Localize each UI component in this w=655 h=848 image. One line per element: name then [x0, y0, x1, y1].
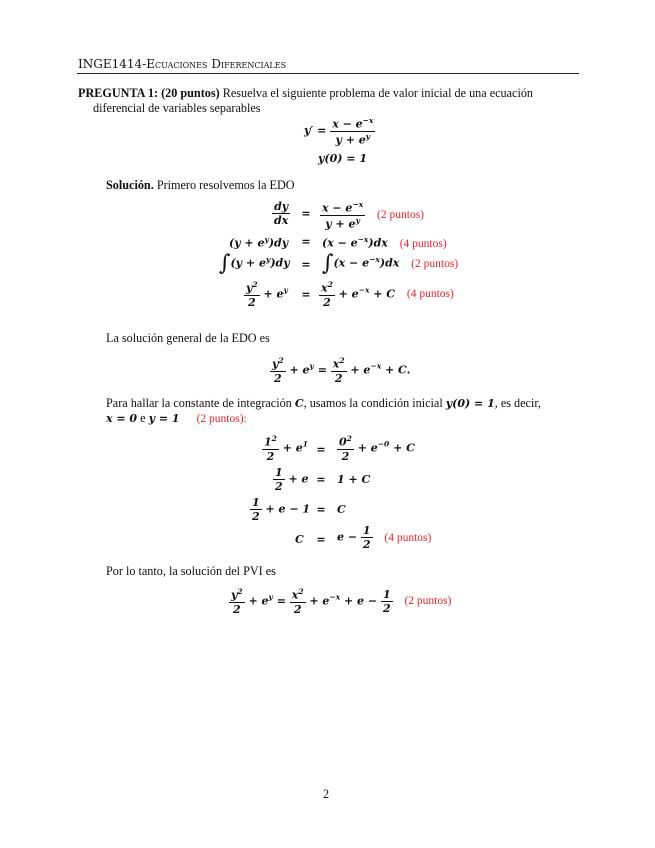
ode-denominator: y + e: [335, 133, 366, 147]
cstep4-points: (4 puntos): [384, 531, 432, 544]
step2-points: (4 puntos): [399, 237, 447, 250]
question-text-1: Resuelva el siguiente problema de valor inicial de una ecuación: [222, 86, 534, 100]
step4-lhs: $\frac{y^2}{2}$ + $e^y$: [246, 280, 288, 309]
general-solution-text: La solución general de la EDO es: [106, 331, 270, 345]
ode-equation: y′ = $\frac{x - e^{-x}}{y + e^y}$: [304, 116, 374, 147]
ode-numerator: x − e: [332, 117, 363, 131]
pvi-solution: $\frac{y^2}{2}$ + $e^y$ = $\frac{x^2}{2}$ + $e^{-x} + e$ − $\frac{1}{2}$ (2 puntos): [231, 587, 452, 616]
cstep1-lhs: $\frac{1^2}{2}$ + $e^1$: [264, 434, 308, 463]
step1-points: (2 puntos): [377, 209, 425, 222]
cstep3-rhs: C: [337, 503, 346, 516]
constant-paragraph-2: x = 0 e y = 1 (2 puntos):: [106, 411, 247, 425]
step3-points: (2 puntos): [411, 257, 459, 270]
course-name: Ecuaciones Diferenciales: [146, 57, 287, 71]
general-solution: $\frac{y^2}{2}$ + $e^y$ = $\frac{x^2}{2}$ + $e^{-x} + C$.: [272, 356, 411, 385]
question-statement: [78, 86, 580, 101]
step4-rhs: $\frac{x^2}{2}$ + $e^{-x} + C$ (4 puntos): [321, 280, 454, 309]
cstep1-rhs: $\frac{0^2}{2}$ + $e^{-0} + C$: [339, 434, 415, 463]
constant-points: (2 puntos):: [196, 413, 247, 425]
step3-lhs: $\int(y + e^y)dy$: [219, 251, 290, 276]
constant-paragraph: Para hallar la constante de integración C, usamos la condición inicial y(0) = 1, es decir,: [106, 396, 541, 410]
cstep4-lhs: C: [295, 533, 304, 546]
step4-points: (4 puntos): [406, 288, 454, 301]
cstep3-lhs: $\frac{1}{2}$ + e − 1: [252, 496, 311, 523]
question-text-2: diferencial de variables separables: [93, 101, 261, 115]
solution-label: Solución.: [106, 178, 154, 192]
initial-condition: y(0) = 1: [318, 152, 367, 165]
cstep4-rhs: e − $\frac{1}{2}$ (4 puntos): [337, 524, 432, 551]
header-rule: [77, 73, 579, 74]
step2-rhs: $(x - e^{-x})dx$ (4 puntos): [322, 235, 447, 250]
ode-lhs: y′ =: [304, 124, 327, 138]
page-number: 2: [323, 787, 330, 801]
step3-rhs: $\int(x - e^{-x})dx$ (2 puntos): [322, 251, 459, 276]
course-code: INGE1414-: [78, 57, 147, 71]
step2-lhs: $(y + e^y)dy$: [229, 235, 289, 250]
question-label: PREGUNTA 1:: [78, 86, 159, 100]
step1-rhs: $\frac{x - e^{-x}}{y + e^y}$ (2 puntos): [322, 200, 425, 231]
question-points: (20 puntos): [161, 86, 220, 100]
cstep2-rhs: 1 + C: [337, 473, 371, 486]
pvi-text: Por lo tanto, la solución del PVI es: [106, 564, 276, 578]
step1-lhs: $\frac{dy}{dx}$: [274, 200, 289, 227]
solution-intro: Solución. Primero resolvemos la EDO: [106, 178, 295, 192]
final-points: (2 puntos): [404, 595, 452, 608]
running-header: [78, 57, 286, 71]
cstep2-lhs: $\frac{1}{2}$ + e: [275, 466, 309, 493]
